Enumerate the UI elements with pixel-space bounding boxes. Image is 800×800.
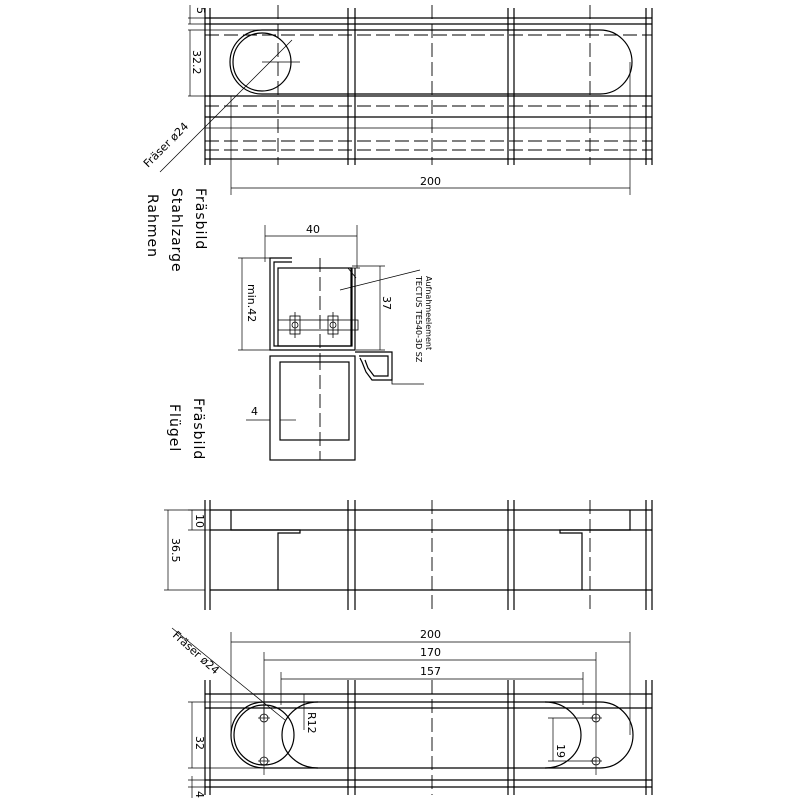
top-dim-32-2: 32.2 <box>190 50 203 75</box>
section-dim-min42: min.42 <box>245 284 258 323</box>
top-cutter-label: Fräser ø24 <box>140 119 192 171</box>
label-fraesbild-fluegel: Fräsbild <box>190 398 206 461</box>
label-rahmen: Rahmen <box>144 194 160 258</box>
label-stahlzarge: Stahlzarge <box>168 188 184 273</box>
label-fraesbild-rahmen: Fräsbild <box>192 188 208 251</box>
element-label-line1: Aufnahmeelement <box>424 276 433 351</box>
bottom-cutter-label: Fräser ø24 <box>169 628 222 678</box>
label-fluegel: Flügel <box>166 404 182 453</box>
bottom-view <box>170 628 652 798</box>
section-view <box>238 223 433 460</box>
element-label-line2: TECTUS TE540-3D SZ <box>414 276 423 363</box>
top-dim-5: 5 <box>194 7 207 14</box>
middle-dim-10: 10 <box>193 514 206 528</box>
section-dim-37: 37 <box>380 296 393 310</box>
bottom-dim-r12: R12 <box>305 712 318 734</box>
top-dim-200: 200 <box>420 175 441 188</box>
bottom-dim-19: 19 <box>554 744 567 758</box>
bottom-dim-4: 4 <box>193 791 206 798</box>
middle-dim-36-5: 36.5 <box>169 538 182 563</box>
bottom-dim-200: 200 <box>420 628 441 641</box>
side-labels <box>144 188 208 460</box>
section-dim-4: 4 <box>251 405 258 418</box>
top-view-frame <box>141 5 652 195</box>
middle-view <box>164 500 652 610</box>
bottom-dim-32: 32 <box>193 736 206 750</box>
bottom-dim-157: 157 <box>420 665 441 678</box>
section-dim-40: 40 <box>306 223 320 236</box>
bottom-dim-170: 170 <box>420 646 441 659</box>
